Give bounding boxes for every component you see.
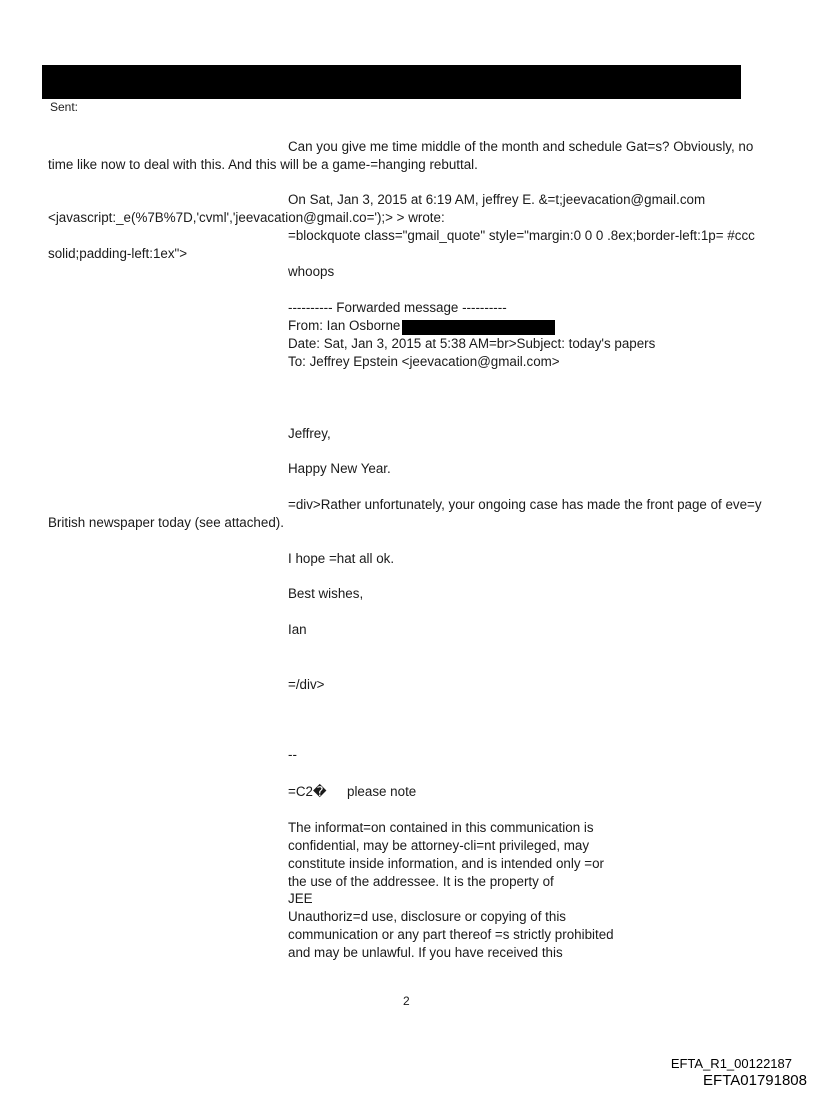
signature-separator: -- (288, 747, 297, 762)
disclaimer-line: JEE (288, 891, 313, 906)
bates-number-secondary: EFTA01791808 (703, 1072, 807, 1089)
body-line: =div>Rather unfortunately, your ongoing case has made the front page of eve=y (288, 497, 762, 512)
email-redaction (402, 320, 555, 335)
body-line: Happy New Year. (288, 461, 391, 476)
signature-name: Ian (288, 622, 307, 637)
body-line: British newspaper today (see attached). (48, 515, 284, 530)
notice-label: please note (347, 784, 417, 799)
disclaimer-line: communication or any part thereof =s strictly prohibited (288, 927, 614, 942)
quote-header-link: <javascript:_e(%7B%7D,'cvml','jeevacation@gmail.co=');> > wrote: (48, 210, 445, 225)
disclaimer-line: Unauthoriz=d use, disclosure or copying of this (288, 909, 567, 924)
body-line: =blockquote class="gmail_quote" style="margin:0 0 0 .8ex;border-left:1p= #ccc (288, 228, 755, 243)
notice-garbled-char: =C2� (288, 784, 327, 799)
to-line: To: Jeffrey Epstein <jeevacation@gmail.com> (288, 354, 560, 369)
disclaimer-line: The informat=on contained in this communication is (288, 820, 594, 835)
body-line: Can you give me time middle of the month and schedule Gat=s? Obviously, no (288, 139, 754, 154)
body-line: whoops (288, 264, 335, 279)
header-clipped-text: Sent: (50, 100, 79, 114)
quote-header: On Sat, Jan 3, 2015 at 6:19 AM, jeffrey E. &=t;jeevacation@gmail.com (288, 192, 706, 207)
sign-off: Best wishes, (288, 586, 364, 601)
body-line: solid;padding-left:1ex"> (48, 246, 188, 261)
disclaimer-line: the use of the addressee. It is the property of (288, 874, 554, 889)
body-line: time like now to deal with this. And this will be a game-=hanging rebuttal. (48, 157, 478, 172)
page-number: 2 (403, 994, 410, 1008)
forwarded-separator: ---------- Forwarded message ---------- (288, 300, 507, 315)
disclaimer-line: and may be unlawful. If you have received this (288, 945, 563, 960)
disclaimer-line: confidential, may be attorney-cli=nt privileged, may (288, 838, 590, 853)
bates-number-primary: EFTA_R1_00122187 (670, 1056, 792, 1071)
salutation: Jeffrey, (288, 426, 331, 441)
body-line: I hope =hat all ok. (288, 551, 395, 566)
disclaimer-line: constitute inside information, and is intended only =or (288, 856, 604, 871)
from-line: From: Ian Osborne (288, 318, 401, 333)
body-line: =/div> (288, 677, 325, 692)
date-line: Date: Sat, Jan 3, 2015 at 5:38 AM=br>Subject: today's papers (288, 336, 656, 351)
